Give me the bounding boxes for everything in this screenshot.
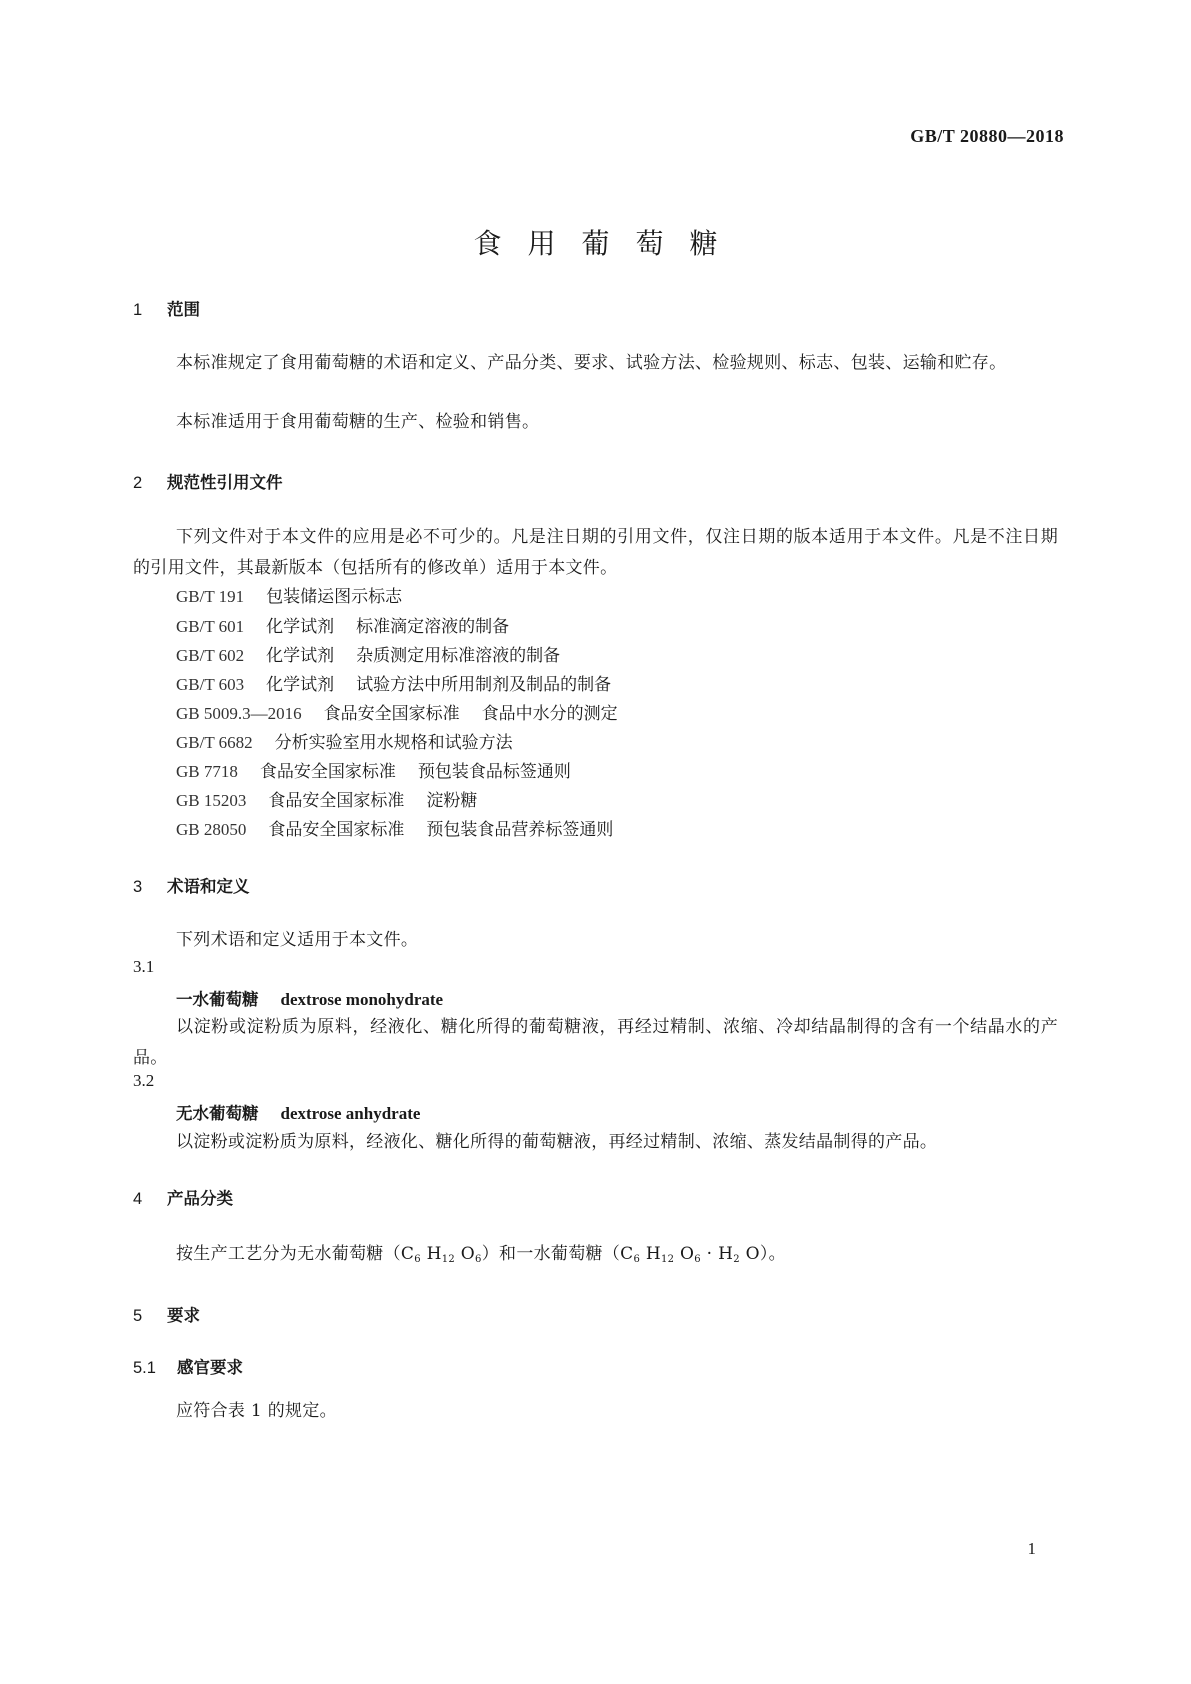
reference-code: GB 28050 <box>176 820 247 839</box>
reference-subtitle: 试验方法中所用制剂及制品的制备 <box>356 675 612 695</box>
formula-monohydrate: $C_6$ $H_{12}$ $O_6 \cdot H_2$ O <box>620 1244 760 1265</box>
reference-code: GB 7718 <box>176 762 238 781</box>
reference-subtitle: 预包装食品营养标签通则 <box>426 820 614 840</box>
reference-item <box>176 670 611 695</box>
text-fragment: ）和一水葡萄糖（ <box>481 1244 621 1264</box>
reference-code: GB/T 601 <box>176 617 245 636</box>
term-chinese: 一水葡萄糖 <box>176 990 259 1009</box>
section-3-paragraph-1: 下列术语和定义适用于本文件。 <box>176 930 419 950</box>
clause-number: 3.1 <box>133 957 155 976</box>
section-1-heading <box>133 296 200 320</box>
reference-subtitle: 预包装食品标签通则 <box>417 762 571 782</box>
page-number: 1 <box>1027 1539 1036 1558</box>
section-3-heading <box>133 873 250 897</box>
reference-title: 食品安全国家标准 <box>268 820 405 840</box>
term-definition: 以淀粉或淀粉质为原料，经液化、糖化所得的葡萄糖液，再经过精制、浓缩、冷却结晶制得的含有一个结晶水的产品。 <box>133 1017 1058 1068</box>
reference-code: GB/T 602 <box>176 646 245 665</box>
section-5-1-heading <box>133 1354 243 1378</box>
reference-title: 食品安全国家标准 <box>259 762 396 782</box>
section-number: 5 <box>133 1307 143 1325</box>
text-fragment: ）。 <box>759 1244 786 1264</box>
reference-item <box>176 699 618 724</box>
section-title: 感官要求 <box>177 1358 243 1377</box>
section-title: 术语和定义 <box>167 877 250 896</box>
section-title: 要求 <box>167 1306 200 1325</box>
section-5-heading <box>133 1302 200 1326</box>
section-number: 5.1 <box>133 1359 156 1377</box>
section-4-heading <box>133 1185 233 1209</box>
section-1-paragraph-2: 本标准适用于食用葡萄糖的生产、检验和销售。 <box>176 412 540 432</box>
text-fragment: 按生产工艺分为无水葡萄糖（ <box>176 1244 401 1264</box>
term-english: dextrose anhydrate <box>280 1104 421 1123</box>
section-2-heading <box>133 469 283 493</box>
reference-title: 包装储运图示标志 <box>266 587 403 607</box>
reference-title: 化学试剂 <box>266 646 335 666</box>
term-entry <box>176 1100 420 1124</box>
reference-code: GB/T 603 <box>176 675 245 694</box>
section-title: 规范性引用文件 <box>167 473 283 492</box>
reference-code: GB 5009.3—2016 <box>176 704 302 723</box>
section-4-paragraph-1 <box>133 1239 1058 1275</box>
reference-code: GB/T 191 <box>176 587 245 606</box>
reference-subtitle: 杂质测定用标准溶液的制备 <box>356 646 561 666</box>
page-title: 食用葡萄糖 <box>473 227 744 260</box>
reference-subtitle: 食品中水分的测定 <box>481 704 618 724</box>
section-number: 1 <box>133 301 143 319</box>
section-1-paragraph-1: 本标准规定了食用葡萄糖的术语和定义、产品分类、要求、试验方法、检验规则、标志、包装、运输和贮存。 <box>176 353 1007 373</box>
section-number: 2 <box>133 474 143 492</box>
reference-item <box>176 757 571 782</box>
section-title: 范围 <box>167 300 200 319</box>
reference-item <box>176 786 477 811</box>
section-2-paragraph-1: 下列文件对于本文件的应用是必不可少的。凡是注日期的引用文件，仅注日期的版本适用于本文件。凡是不注日期的引用文件，其最新版本（包括所有的修改单）适用于本文件。 <box>133 527 1058 578</box>
section-number: 4 <box>133 1190 143 1208</box>
reference-item <box>176 815 613 840</box>
reference-item <box>176 728 513 753</box>
reference-title: 食品安全国家标准 <box>323 704 460 724</box>
reference-title: 化学试剂 <box>266 675 335 695</box>
reference-code: GB 15203 <box>176 791 247 810</box>
term-chinese: 无水葡萄糖 <box>176 1104 259 1123</box>
reference-subtitle: 标准滴定溶液的制备 <box>356 617 510 637</box>
reference-code: GB/T 6682 <box>176 733 253 752</box>
document-id: GB/T 20880—2018 <box>910 126 1064 146</box>
reference-title: 食品安全国家标准 <box>268 791 405 811</box>
reference-title: 分析实验室用水规格和试验方法 <box>274 733 513 753</box>
reference-title: 化学试剂 <box>266 617 335 637</box>
reference-item <box>176 612 509 637</box>
formula-anhydrous: $C_6$ $H_{12}$ $O_6$ <box>400 1244 482 1265</box>
clause-number: 3.2 <box>133 1071 155 1090</box>
reference-item <box>176 641 560 666</box>
reference-subtitle: 淀粉糖 <box>426 791 478 811</box>
term-english: dextrose monohydrate <box>280 990 444 1009</box>
section-number: 3 <box>133 878 143 896</box>
section-title: 产品分类 <box>167 1189 233 1208</box>
section-5-1-paragraph-1: 应符合表 1 的规定。 <box>176 1401 337 1421</box>
reference-item <box>176 582 402 607</box>
term-entry <box>176 986 443 1010</box>
term-definition: 以淀粉或淀粉质为原料，经液化、糖化所得的葡萄糖液，再经过精制、浓缩、蒸发结晶制得的产品。 <box>176 1132 938 1152</box>
